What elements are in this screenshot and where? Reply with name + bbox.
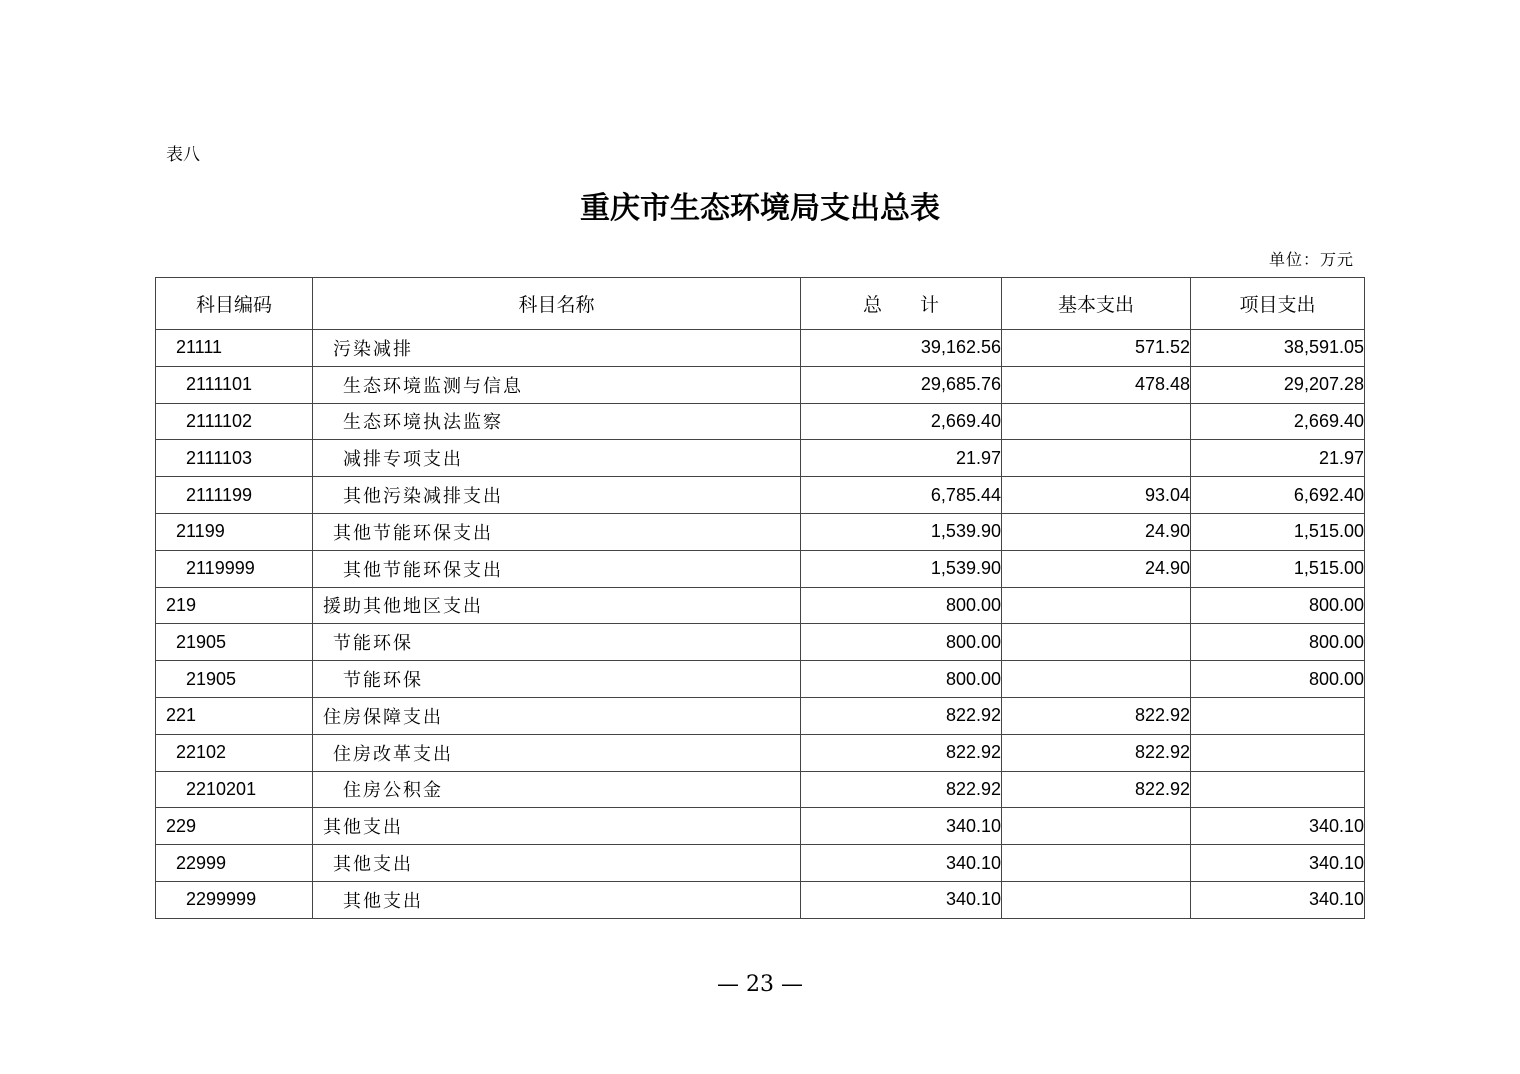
cell-code: 2210201 [156, 771, 313, 808]
cell-basic [1002, 661, 1191, 698]
cell-total: 340.10 [801, 808, 1002, 845]
table-row [156, 845, 1365, 882]
cell-total: 1,539.90 [801, 513, 1002, 550]
cell-total: 29,685.76 [801, 366, 1002, 403]
table-row [156, 513, 1365, 550]
cell-total: 39,162.56 [801, 330, 1002, 367]
cell-name: 其他污染减排支出 [313, 477, 801, 514]
table-row [156, 403, 1365, 440]
cell-basic [1002, 845, 1191, 882]
cell-total: 2,669.40 [801, 403, 1002, 440]
cell-total: 822.92 [801, 771, 1002, 808]
header-basic: 基本支出 [1002, 278, 1191, 330]
cell-total: 21.97 [801, 440, 1002, 477]
cell-code: 21111 [156, 330, 313, 367]
cell-basic: 24.90 [1002, 513, 1191, 550]
cell-project: 1,515.00 [1191, 550, 1365, 587]
cell-basic: 24.90 [1002, 550, 1191, 587]
cell-name: 住房公积金 [313, 771, 801, 808]
table-row [156, 697, 1365, 734]
cell-code: 2299999 [156, 881, 313, 918]
cell-basic [1002, 440, 1191, 477]
cell-name: 污染减排 [313, 330, 801, 367]
cell-name: 节能环保 [313, 624, 801, 661]
cell-project: 800.00 [1191, 624, 1365, 661]
cell-name: 其他支出 [313, 845, 801, 882]
cell-name: 住房保障支出 [313, 697, 801, 734]
cell-basic: 822.92 [1002, 771, 1191, 808]
cell-code: 21905 [156, 661, 313, 698]
cell-project: 340.10 [1191, 808, 1365, 845]
cell-total: 800.00 [801, 624, 1002, 661]
cell-total: 1,539.90 [801, 550, 1002, 587]
table-row [156, 550, 1365, 587]
table-row [156, 808, 1365, 845]
cell-code: 21199 [156, 513, 313, 550]
cell-project: 340.10 [1191, 845, 1365, 882]
cell-project: 800.00 [1191, 661, 1365, 698]
header-name: 科目名称 [313, 278, 801, 330]
table-row [156, 440, 1365, 477]
cell-name: 住房改革支出 [313, 734, 801, 771]
cell-name: 其他支出 [313, 808, 801, 845]
cell-basic: 822.92 [1002, 697, 1191, 734]
cell-code: 2111102 [156, 403, 313, 440]
cell-basic: 93.04 [1002, 477, 1191, 514]
cell-total: 340.10 [801, 845, 1002, 882]
cell-project: 2,669.40 [1191, 403, 1365, 440]
expenditure-table [155, 277, 1365, 919]
cell-total: 822.92 [801, 734, 1002, 771]
cell-name: 节能环保 [313, 661, 801, 698]
header-code: 科目编码 [156, 278, 313, 330]
header-total: 总 计 [801, 278, 1002, 330]
cell-total: 822.92 [801, 697, 1002, 734]
cell-basic [1002, 808, 1191, 845]
cell-basic: 478.48 [1002, 366, 1191, 403]
table-row [156, 477, 1365, 514]
cell-name: 其他节能环保支出 [313, 513, 801, 550]
cell-name: 生态环境监测与信息 [313, 366, 801, 403]
cell-basic: 822.92 [1002, 734, 1191, 771]
cell-project: 29,207.28 [1191, 366, 1365, 403]
table-row [156, 661, 1365, 698]
cell-project: 38,591.05 [1191, 330, 1365, 367]
cell-code: 2111103 [156, 440, 313, 477]
cell-code: 219 [156, 587, 313, 624]
cell-code: 221 [156, 697, 313, 734]
cell-name: 生态环境执法监察 [313, 403, 801, 440]
cell-code: 21905 [156, 624, 313, 661]
cell-code: 2119999 [156, 550, 313, 587]
cell-code: 2111101 [156, 366, 313, 403]
header-project: 项目支出 [1191, 278, 1365, 330]
cell-code: 2111199 [156, 477, 313, 514]
cell-basic [1002, 881, 1191, 918]
cell-project [1191, 771, 1365, 808]
cell-total: 340.10 [801, 881, 1002, 918]
table-row [156, 366, 1365, 403]
page-title: 重庆市生态环境局支出总表 [580, 191, 940, 226]
table-row [156, 734, 1365, 771]
cell-project: 800.00 [1191, 587, 1365, 624]
cell-code: 22999 [156, 845, 313, 882]
cell-code: 22102 [156, 734, 313, 771]
cell-project [1191, 734, 1365, 771]
cell-total: 6,785.44 [801, 477, 1002, 514]
table-row [156, 881, 1365, 918]
cell-name: 援助其他地区支出 [313, 587, 801, 624]
cell-basic [1002, 403, 1191, 440]
table-row [156, 587, 1365, 624]
cell-project: 1,515.00 [1191, 513, 1365, 550]
cell-name: 其他支出 [313, 881, 801, 918]
table-header-row [156, 278, 1365, 330]
unit-label: 单位：万元 [1268, 250, 1354, 269]
table-row [156, 771, 1365, 808]
table-label: 表八 [166, 145, 200, 165]
page-number: — 23 — [717, 972, 803, 997]
cell-basic: 571.52 [1002, 330, 1191, 367]
table-row [156, 330, 1365, 367]
table-body [156, 330, 1365, 919]
cell-code: 229 [156, 808, 313, 845]
cell-project: 6,692.40 [1191, 477, 1365, 514]
cell-name: 其他节能环保支出 [313, 550, 801, 587]
table-row [156, 624, 1365, 661]
cell-project: 340.10 [1191, 881, 1365, 918]
cell-name: 减排专项支出 [313, 440, 801, 477]
cell-total: 800.00 [801, 661, 1002, 698]
cell-project [1191, 697, 1365, 734]
cell-project: 21.97 [1191, 440, 1365, 477]
cell-basic [1002, 587, 1191, 624]
cell-basic [1002, 624, 1191, 661]
cell-total: 800.00 [801, 587, 1002, 624]
